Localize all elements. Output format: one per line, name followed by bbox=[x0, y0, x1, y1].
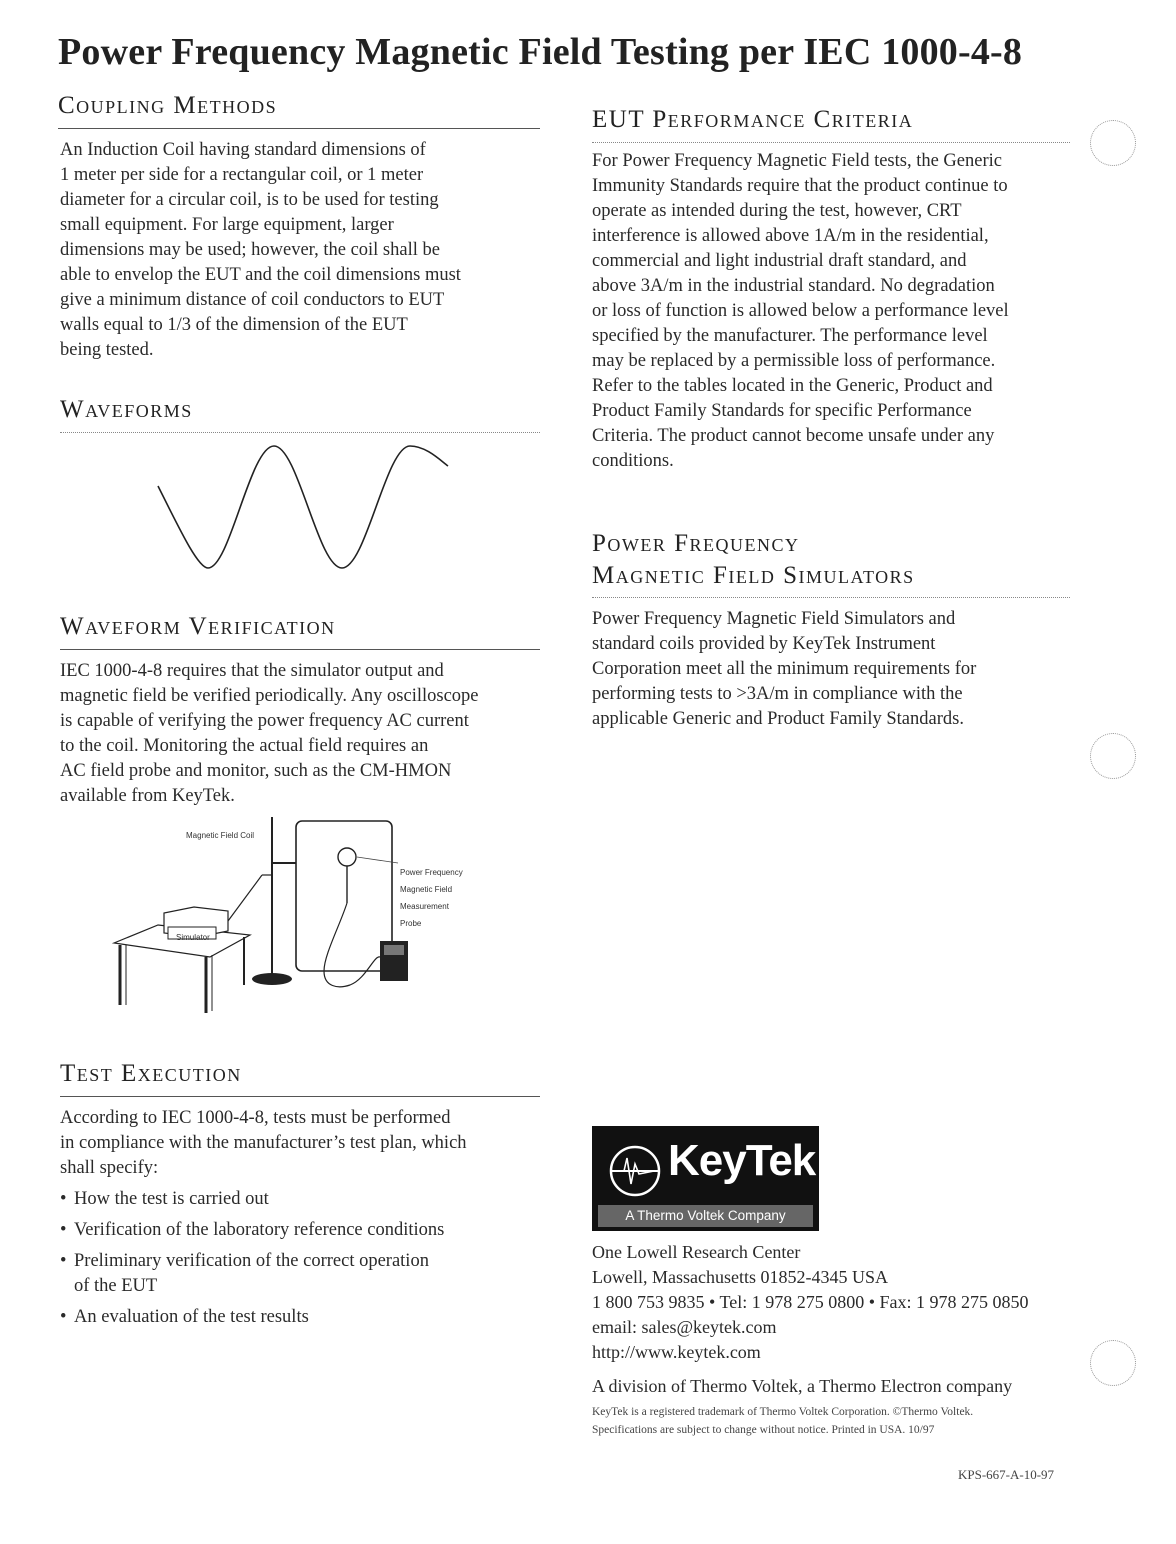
text-line: According to IEC 1000-4-8, tests must be performed bbox=[60, 1108, 451, 1128]
text-line: above 3A/m in the industrial standard. No degradation bbox=[592, 276, 995, 296]
division-line: A division of Thermo Voltek, a Thermo Electron company bbox=[592, 1376, 1013, 1396]
document-code: KPS-667-A-10-97 bbox=[958, 1467, 1055, 1482]
text-line: conditions. bbox=[592, 451, 674, 471]
probe-label-line: Probe bbox=[400, 919, 422, 928]
text-line: Product Family Standards for specific Performance bbox=[592, 401, 972, 421]
sine-waveform bbox=[150, 440, 460, 580]
text-line: For Power Frequency Magnetic Field tests, the Generic bbox=[592, 151, 1002, 171]
list-item-text: • Preliminary verification of the correct operation bbox=[74, 1251, 429, 1271]
punch-hole-mark bbox=[1090, 733, 1136, 779]
text-line: available from KeyTek. bbox=[60, 786, 235, 806]
specifications-note: Specifications are subject to change without notice. Printed in USA. 10/97 bbox=[592, 1424, 935, 1436]
punch-hole-mark bbox=[1090, 120, 1136, 166]
text-line: interference is allowed above 1A/m in the residential, bbox=[592, 226, 989, 246]
list-item-text: • An evaluation of the test results bbox=[74, 1307, 309, 1327]
text-line: small equipment. For large equipment, larger bbox=[60, 215, 394, 235]
text-line: specified by the manufacturer. The performance level bbox=[592, 326, 988, 346]
waveforms-heading: Waveforms bbox=[60, 396, 193, 423]
keytek-emblem-icon bbox=[606, 1142, 664, 1200]
test-execution-rule bbox=[60, 1096, 540, 1097]
text-line: 1 meter per side for a rectangular coil, or 1 meter bbox=[60, 165, 424, 185]
probe-label-line: Power Frequency bbox=[400, 868, 463, 877]
text-line: An Induction Coil having standard dimensions of bbox=[60, 140, 426, 160]
text-line: may be replaced by a permissible loss of performance. bbox=[592, 351, 996, 371]
text-line: being tested. bbox=[60, 340, 154, 360]
verification-body bbox=[60, 659, 550, 809]
text-line: magnetic field be verified periodically. Any oscilloscope bbox=[60, 686, 479, 706]
text-line: to the coil. Monitoring the actual field requires an bbox=[60, 736, 429, 756]
verification-heading: Waveform Verification bbox=[60, 613, 336, 640]
website-link[interactable]: http://www.keytek.com bbox=[592, 1342, 761, 1362]
text-line: IEC 1000-4-8 requires that the simulator output and bbox=[60, 661, 444, 681]
simulators-heading-line2: Magnetic Field Simulators bbox=[592, 562, 915, 589]
text-line: commercial and light industrial draft standard, and bbox=[592, 251, 967, 271]
text-line: in compliance with the manufacturer’s test plan, which bbox=[60, 1133, 467, 1153]
waveforms-rule bbox=[60, 432, 540, 433]
eut-heading: EUT Performance Criteria bbox=[592, 106, 914, 133]
text-line: walls equal to 1/3 of the dimension of the EUT bbox=[60, 315, 408, 335]
probe-label bbox=[400, 860, 463, 936]
text-line: applicable Generic and Product Family Standards. bbox=[592, 709, 964, 729]
page-title: Power Frequency Magnetic Field Testing per IEC 1000-4-8 bbox=[58, 31, 1023, 73]
logo-tagline: A Thermo Voltek Company bbox=[598, 1205, 813, 1227]
simulators-rule bbox=[592, 597, 1070, 598]
eut-body bbox=[592, 149, 1092, 474]
text-line: is capable of verifying the power frequency AC current bbox=[60, 711, 469, 731]
probe-label-line: Measurement bbox=[400, 902, 449, 911]
text-line: AC field probe and monitor, such as the CM-HMON bbox=[60, 761, 452, 781]
simulators-body bbox=[592, 607, 1092, 732]
text-line: Corporation meet all the minimum requirements for bbox=[592, 659, 977, 679]
logo-name: KeyTek bbox=[668, 1136, 816, 1185]
trademark-note: KeyTek is a registered trademark of Thermo Voltek Corporation. ©Thermo Voltek. bbox=[592, 1406, 974, 1418]
text-line: Power Frequency Magnetic Field Simulators and bbox=[592, 609, 956, 629]
test-execution-list bbox=[60, 1187, 550, 1336]
probe-label-line: Magnetic Field bbox=[400, 885, 453, 894]
text-line: diameter for a circular coil, is to be used for testing bbox=[60, 190, 439, 210]
list-item-text: of the EUT bbox=[74, 1276, 158, 1296]
list-item-text: • Verification of the laboratory reference conditions bbox=[74, 1220, 445, 1240]
text-line: performing tests to >3A/m in compliance with the bbox=[592, 684, 963, 704]
list-item bbox=[60, 1187, 550, 1212]
text-line: standard coils provided by KeyTek Instrument bbox=[592, 634, 936, 654]
verification-rule bbox=[60, 649, 540, 650]
text-line: Refer to the tables located in the Generic, Product and bbox=[592, 376, 993, 396]
text-line: give a minimum distance of coil conductors to EUT bbox=[60, 290, 445, 310]
eut-rule bbox=[592, 142, 1070, 143]
list-item bbox=[60, 1218, 550, 1243]
text-line: shall specify: bbox=[60, 1158, 159, 1178]
text-line: or loss of function is allowed below a performance level bbox=[592, 301, 1009, 321]
phone-numbers: 1 800 753 9835 • Tel: 1 978 275 0800 • Fax: 1 978 275 0850 bbox=[592, 1292, 1029, 1312]
simulators-heading-line1: Power Frequency bbox=[592, 530, 800, 557]
test-execution-heading: Test Execution bbox=[60, 1060, 242, 1087]
email-link[interactable]: email: sales@keytek.com bbox=[592, 1317, 777, 1337]
text-line: Criteria. The product cannot become unsafe under any bbox=[592, 426, 995, 446]
text-line: able to envelop the EUT and the coil dimensions must bbox=[60, 265, 461, 285]
address-line-2: Lowell, Massachusetts 01852-4345 USA bbox=[592, 1267, 888, 1287]
list-item bbox=[60, 1249, 550, 1299]
coil-label: Magnetic Field Coil bbox=[186, 831, 255, 840]
coupling-rule bbox=[58, 128, 540, 129]
list-item bbox=[60, 1305, 550, 1330]
simulator-label: Simulator bbox=[176, 933, 210, 942]
address-line-1: One Lowell Research Center bbox=[592, 1242, 801, 1262]
text-line: operate as intended during the test, however, CRT bbox=[592, 201, 962, 221]
punch-hole-mark bbox=[1090, 1340, 1136, 1386]
test-execution-intro bbox=[60, 1106, 550, 1181]
list-item-text: • How the test is carried out bbox=[74, 1189, 269, 1209]
coupling-heading: Coupling Methods bbox=[58, 92, 278, 119]
text-line: dimensions may be used; however, the coil shall be bbox=[60, 240, 440, 260]
keytek-logo bbox=[592, 1126, 819, 1231]
coupling-body bbox=[60, 138, 550, 363]
text-line: Immunity Standards require that the product continue to bbox=[592, 176, 1008, 196]
